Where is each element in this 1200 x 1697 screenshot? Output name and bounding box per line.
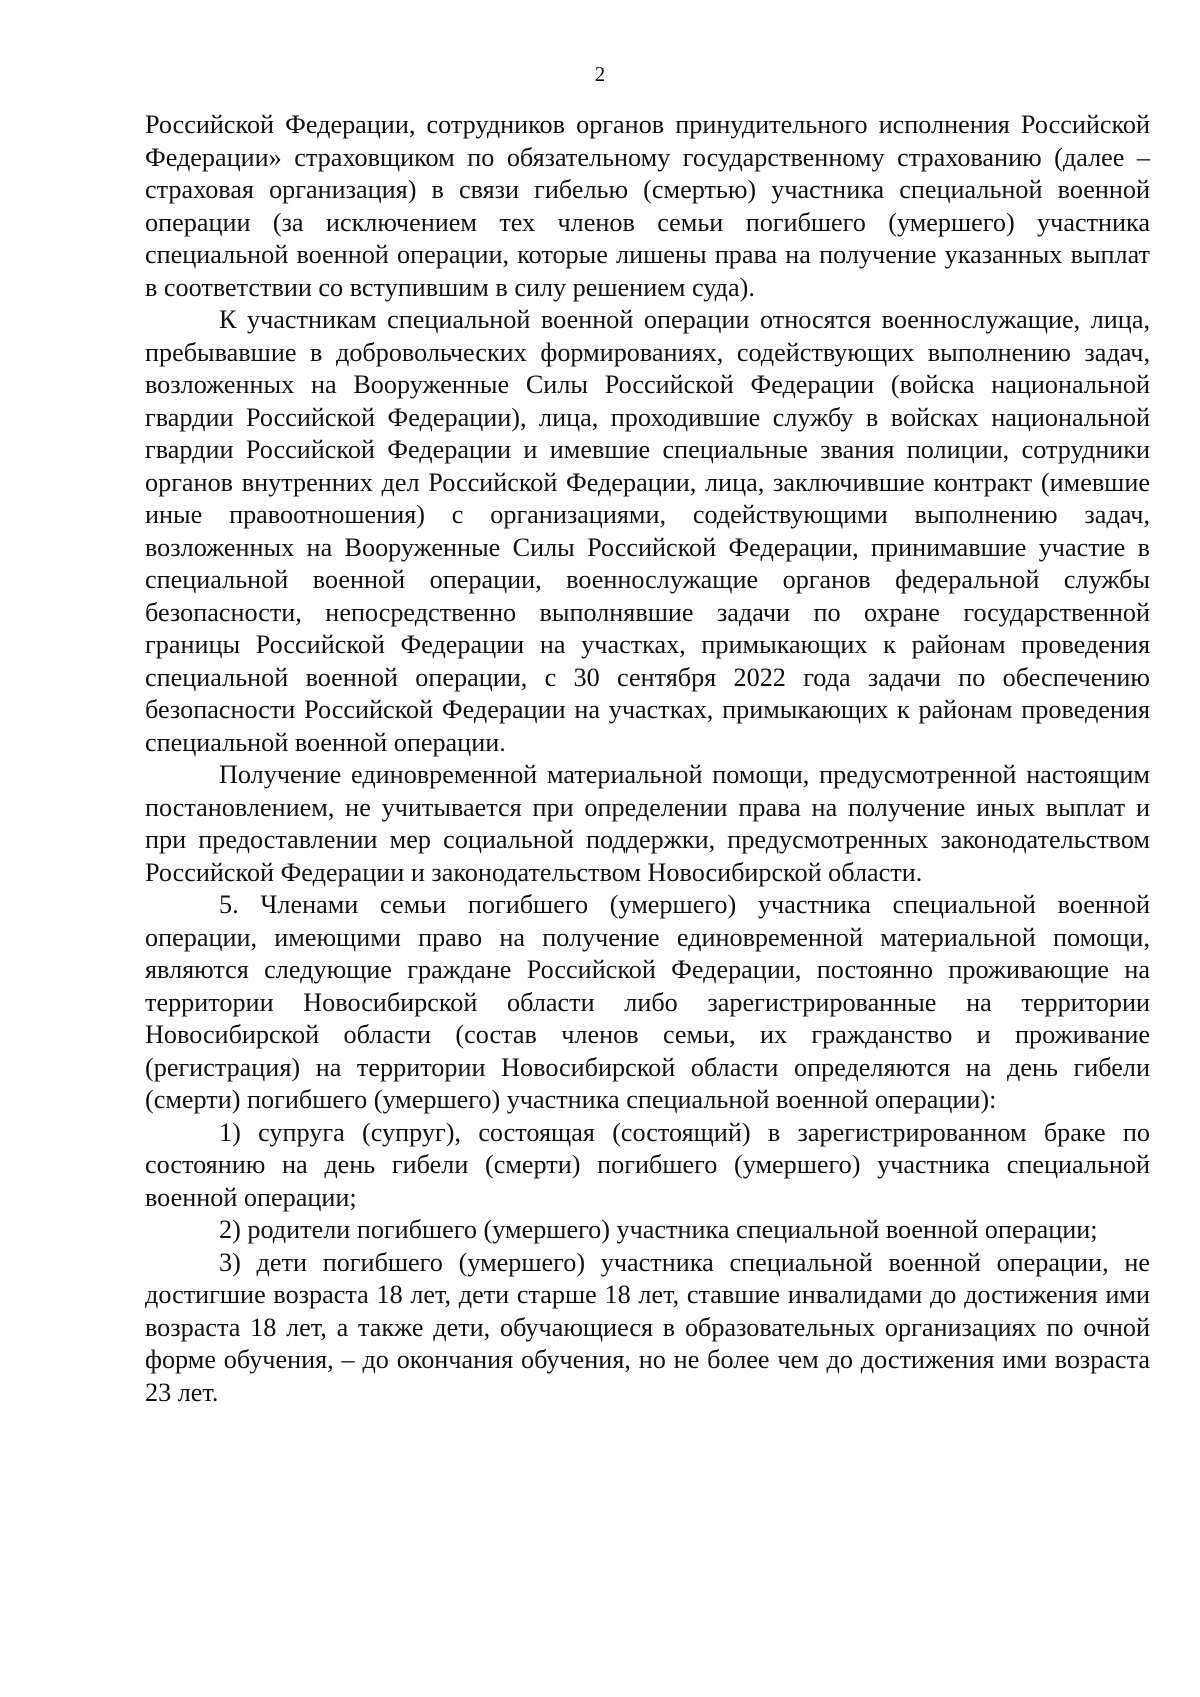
list-item-1-spouse: 1) супруга (супруг), состоящая (состоящий) в зарегистрированном браке по состоянию на день гибели (смерти) погибшего (умершего) участника специальной военной операции; bbox=[145, 1117, 1150, 1212]
page-number: 2 bbox=[594, 62, 606, 86]
paragraph-continuation: Российской Федерации, сотрудников органов принудительного исполнения Российской Федерации» страховщиком по обязательному государственному страхованию (далее – страховая организация) в связи гибелью (смертью) участника специальной военной операции (за исключением тех членов семьи погибшего (умершего) участника специальной военной операции, которые лишены права на получение указанных выплат в соответствии со вступившим в силу решением суда). bbox=[145, 110, 1150, 302]
list-item-2-parents: 2) родители погибшего (умершего) участника специальной военной операции; bbox=[219, 1215, 1098, 1244]
paragraph-item-5-family-members: 5. Членами семьи погибшего (умершего) участника специальной военной операции, имеющими право на получение единовременной материальной помощи, являются следующие граждане Российской Федерации, постоянно проживающие на территории Новосибирской области либо зарегистрированные на территории Новосибирской области (состав членов семьи, их гражданство и проживание (регистрация) на территории Новосибирской области определяются на день гибели (смерти) погибшего (умершего) участника специальной военной операции): bbox=[145, 890, 1150, 1114]
paragraph-svo-participants: К участникам специальной военной операции относятся военнослужащие, лица, пребывавшие в добровольческих формированиях, содействующих выполнению задач, возложенных на Вооруженные Силы Российской Федерации (войска национальной гвардии Российской Федерации), лица, проходившие службу в войсках национальной гвардии Российской Федерации и имевшие специальные звания полиции, сотрудники органов внутренних дел Российской Федерации, лица, заключившие контракт (имевшие иные правоотношения) с организациями, содействующими выполнению задач, возложенных на Вооруженные Силы Российской Федерации, принимавшие участие в специальной военной операции, военнослужащие органов федеральной службы безопасности, непосредственно выполнявшие задачи по охране государственной границы Российской Федерации на участках, примыкающих к районам проведения специальной военной операции, с 30 сентября 2022 года задачи по обеспечению безопасности Российской Федерации на участках, примыкающих к районам проведения специальной военной операции. bbox=[145, 305, 1150, 757]
document-body bbox=[145, 109, 1150, 1409]
paragraph-assistance-not-counted: Получение единовременной материальной помощи, предусмотренной настоящим постановлением, не учитывается при определении права на получение иных выплат и при предоставлении мер социальной поддержки, предусмотренных законодательством Российской Федерации и законодательством Новосибирской области. bbox=[145, 760, 1150, 887]
list-item-3-children: 3) дети погибшего (умершего) участника специальной военной операции, не достигшие возраста 18 лет, дети старше 18 лет, ставшие инвалидами до достижения ими возраста 18 лет, а также дети, обучающиеся в образовательных организациях по очной форме обучения, – до окончания обучения, но не более чем до достижения ими возраста 23 лет. bbox=[145, 1247, 1150, 1407]
